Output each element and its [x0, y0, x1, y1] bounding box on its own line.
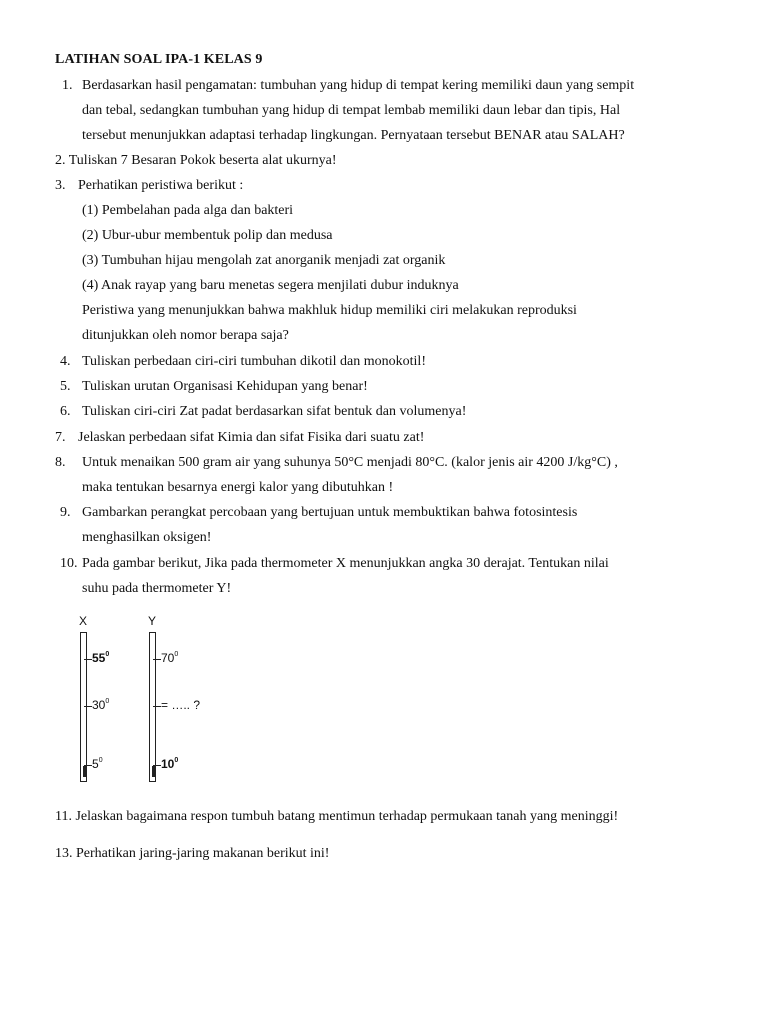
q8-line-2: maka tentukan besarnya energi kalor yang dibutuhkan ! [82, 480, 394, 495]
q3-item-3: (3) Tumbuhan hijau mengolah zat anorganik menjadi zat organik [82, 253, 446, 268]
thermometer-x-mercury [83, 766, 86, 777]
thermometer-x-tick-mid [84, 706, 92, 707]
q11-text: 11. Jelaskan bagaimana respon tumbuh batang mentimun terhadap permukaan tanah yang meninggi! [55, 809, 619, 824]
q8-line-1: Untuk menaikan 500 gram air yang suhunya 50°C menjadi 80°C. (kalor jenis air 4200 J/kg°C) , [82, 455, 618, 470]
thermometer-x-top-value: $55^0$ [92, 651, 110, 665]
q10-number: 10. [60, 556, 78, 571]
q10-line-1: Pada gambar berikut, Jika pada thermometer X menunjukkan angka 30 derajat. Tentukan nilai [82, 556, 609, 571]
q2-text: 2. Tuliskan 7 Besaran Pokok beserta alat ukurnya! [55, 153, 337, 168]
q10-line-2: suhu pada thermometer Y! [82, 581, 232, 596]
thermometer-x-mid-value: $30^0$ [92, 698, 110, 712]
thermometer-y-mid-value: = ….. ? [161, 698, 201, 712]
q3-item-2: (2) Ubur-ubur membentuk polip dan medusa [82, 228, 333, 243]
q1-line-2: dan tebal, sedangkan tumbuhan yang hidup di tempat lembab memiliki daun lebar dan tipis, Hal [82, 103, 621, 118]
q1-line-1: Berdasarkan hasil pengamatan: tumbuhan yang hidup di tempat kering memiliki daun yang sempit [82, 78, 635, 93]
q3-intro: Perhatikan peristiwa berikut : [78, 178, 244, 193]
q9-line-1: Gambarkan perangkat percobaan yang bertujuan untuk membuktikan bahwa fotosintesis [82, 505, 578, 520]
thermometer-y-top-value: $70^0$ [161, 651, 179, 665]
q7-text: Jelaskan perbedaan sifat Kimia dan sifat Fisika dari suatu zat! [78, 430, 425, 445]
q8-number: 8. [55, 455, 66, 470]
q1-number: 1. [62, 78, 73, 93]
q6-number: 6. [60, 404, 71, 419]
q1-line-3: tersebut menunjukkan adaptasi terhadap lingkungan. Pernyataan tersebut BENAR atau SALAH? [82, 128, 625, 143]
thermometer-y-tick-bottom [153, 765, 161, 766]
thermometer-y-mercury [152, 766, 155, 777]
thermometer-x-tick-top [84, 659, 92, 660]
q9-line-2: menghasilkan oksigen! [82, 530, 212, 545]
q3-question-line-1: Peristiwa yang menunjukkan bahwa makhluk hidup memiliki ciri melakukan reproduksi [82, 303, 577, 318]
q3-item-1: (1) Pembelahan pada alga dan bakteri [82, 203, 294, 218]
q3-item-4: (4) Anak rayap yang baru menetas segera menjilati dubur induknya [82, 278, 459, 293]
q3-question-line-2: ditunjukkan oleh nomor berapa saja? [82, 328, 289, 343]
thermometer-y-bottom-value: $10^0$ [161, 757, 179, 771]
thermometer-y-tick-mid [153, 706, 161, 707]
thermometer-x-label: X [79, 614, 88, 628]
q13-text: 13. Perhatikan jaring-jaring makanan berikut ini! [55, 846, 330, 861]
q3-number: 3. [55, 178, 66, 193]
worksheet-title: LATIHAN SOAL IPA-1 KELAS 9 [55, 52, 263, 67]
q6-text: Tuliskan ciri-ciri Zat padat berdasarkan sifat bentuk dan volumenya! [82, 404, 467, 419]
thermometer-y-tick-top [153, 659, 161, 660]
thermometer-x-bottom-value: $5^0$ [92, 757, 103, 771]
q4-number: 4. [60, 354, 71, 369]
q5-number: 5. [60, 379, 71, 394]
q5-text: Tuliskan urutan Organisasi Kehidupan yang benar! [82, 379, 368, 394]
q4-text: Tuliskan perbedaan ciri-ciri tumbuhan dikotil dan monokotil! [82, 354, 426, 369]
thermometer-x-tick-bottom [84, 765, 92, 766]
q9-number: 9. [60, 505, 71, 520]
thermometer-y-label: Y [148, 614, 157, 628]
q7-number: 7. [55, 430, 66, 445]
